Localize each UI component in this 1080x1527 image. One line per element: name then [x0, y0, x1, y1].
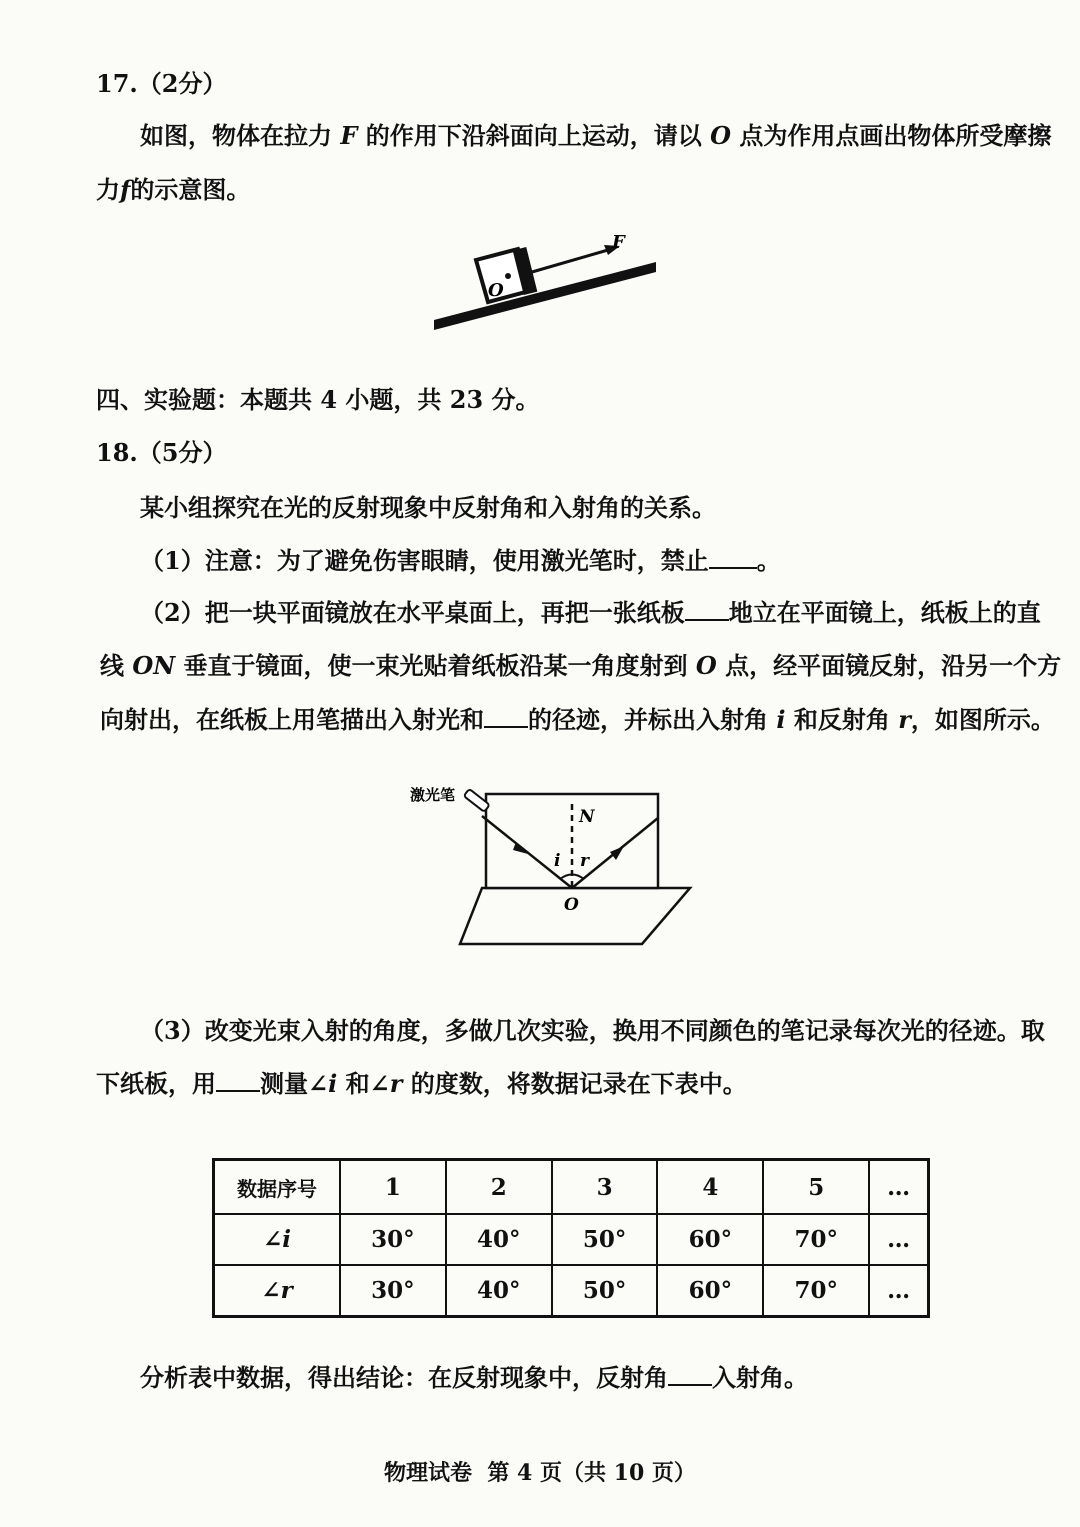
data-table: [212, 1158, 930, 1318]
table-cell: 40°: [446, 1265, 552, 1316]
table-cell: 2: [446, 1160, 552, 1215]
table-cell: 50°: [552, 1214, 658, 1265]
table-row: [214, 1160, 929, 1215]
table-cell: 50°: [552, 1265, 658, 1316]
table-header-cell: ∠r: [214, 1265, 341, 1316]
force-label: F: [612, 232, 625, 253]
q18-part2-line3: 向射出，在纸板上用笔描出入射光和 的径迹，并标出入射角 i 和反射角 r，如图所示。: [100, 705, 1055, 734]
table-cell: 5: [763, 1160, 869, 1215]
point-o-label: O: [488, 280, 504, 301]
normal-label: N: [579, 807, 595, 827]
q18-header: 18.（5分）: [96, 438, 227, 467]
table-cell: 70°: [763, 1214, 869, 1265]
q18-part1: （1）注意：为了避免伤害眼睛，使用激光笔时，禁止 。: [140, 546, 781, 575]
section-title: 四、实验题：本题共 4 小题，共 23 分。: [96, 385, 540, 414]
incline-figure: [428, 234, 668, 334]
table-cell: 3: [552, 1160, 658, 1215]
table-cell: …: [869, 1160, 928, 1215]
answer-blank-1[interactable]: [709, 545, 757, 569]
answer-blank-3[interactable]: [484, 704, 528, 728]
table-cell: 60°: [657, 1214, 763, 1265]
q17-prompt-line2: 力f的示意图。: [96, 175, 251, 204]
page-footer: 物理试卷 第 4 页（共 10 页）: [384, 1460, 696, 1486]
reflection-figure: [410, 782, 710, 952]
q18-part2-line2: 线 ON 垂直于镜面，使一束光贴着纸板沿某一角度射到 O 点，经平面镜反射，沿另一个方: [100, 651, 1062, 680]
q18-part3-line1: （3）改变光束入射的角度，多做几次实验，换用不同颜色的笔记录每次光的径迹。取: [140, 1016, 1045, 1045]
answer-blank-2[interactable]: [685, 597, 729, 621]
incline-surface: [434, 262, 656, 330]
table-row: [214, 1265, 929, 1316]
table-cell: 1: [340, 1160, 446, 1215]
reflect-angle-label: r: [580, 851, 589, 871]
laser-label: 激光笔: [410, 786, 456, 804]
incident-angle-label: i: [554, 851, 561, 871]
table-cell: 4: [657, 1160, 763, 1215]
point-o-label: O: [564, 895, 579, 915]
q18-conclusion: 分析表中数据，得出结论：在反射现象中，反射角 入射角。: [140, 1363, 808, 1392]
table-row: [214, 1214, 929, 1265]
q17-prompt-line1: 如图，物体在拉力 F 的作用下沿斜面向上运动，请以 O 点为作用点画出物体所受摩擦: [140, 121, 1052, 150]
q18-part3-line2: 下纸板，用 测量∠i 和∠r 的度数，将数据记录在下表中。: [96, 1069, 747, 1098]
point-o-dot: [505, 273, 511, 279]
q18-intro: 某小组探究在光的反射现象中反射角和入射角的关系。: [140, 493, 716, 522]
table-cell: …: [869, 1265, 928, 1316]
table-header-cell: 数据序号: [214, 1160, 341, 1215]
table-cell: 30°: [340, 1265, 446, 1316]
q17-header: 17.（2分）: [96, 69, 227, 98]
q18-part2-line1: （2）把一块平面镜放在水平桌面上，再把一张纸板 地立在平面镜上，纸板上的直: [140, 598, 1041, 627]
table-cell: 40°: [446, 1214, 552, 1265]
table-cell: 60°: [657, 1265, 763, 1316]
force-arrow: [532, 250, 608, 272]
answer-blank-5[interactable]: [668, 1362, 712, 1386]
table-cell: …: [869, 1214, 928, 1265]
table-cell: 30°: [340, 1214, 446, 1265]
table-cell: 70°: [763, 1265, 869, 1316]
answer-blank-4[interactable]: [216, 1068, 260, 1092]
table-header-cell: ∠i: [214, 1214, 341, 1265]
